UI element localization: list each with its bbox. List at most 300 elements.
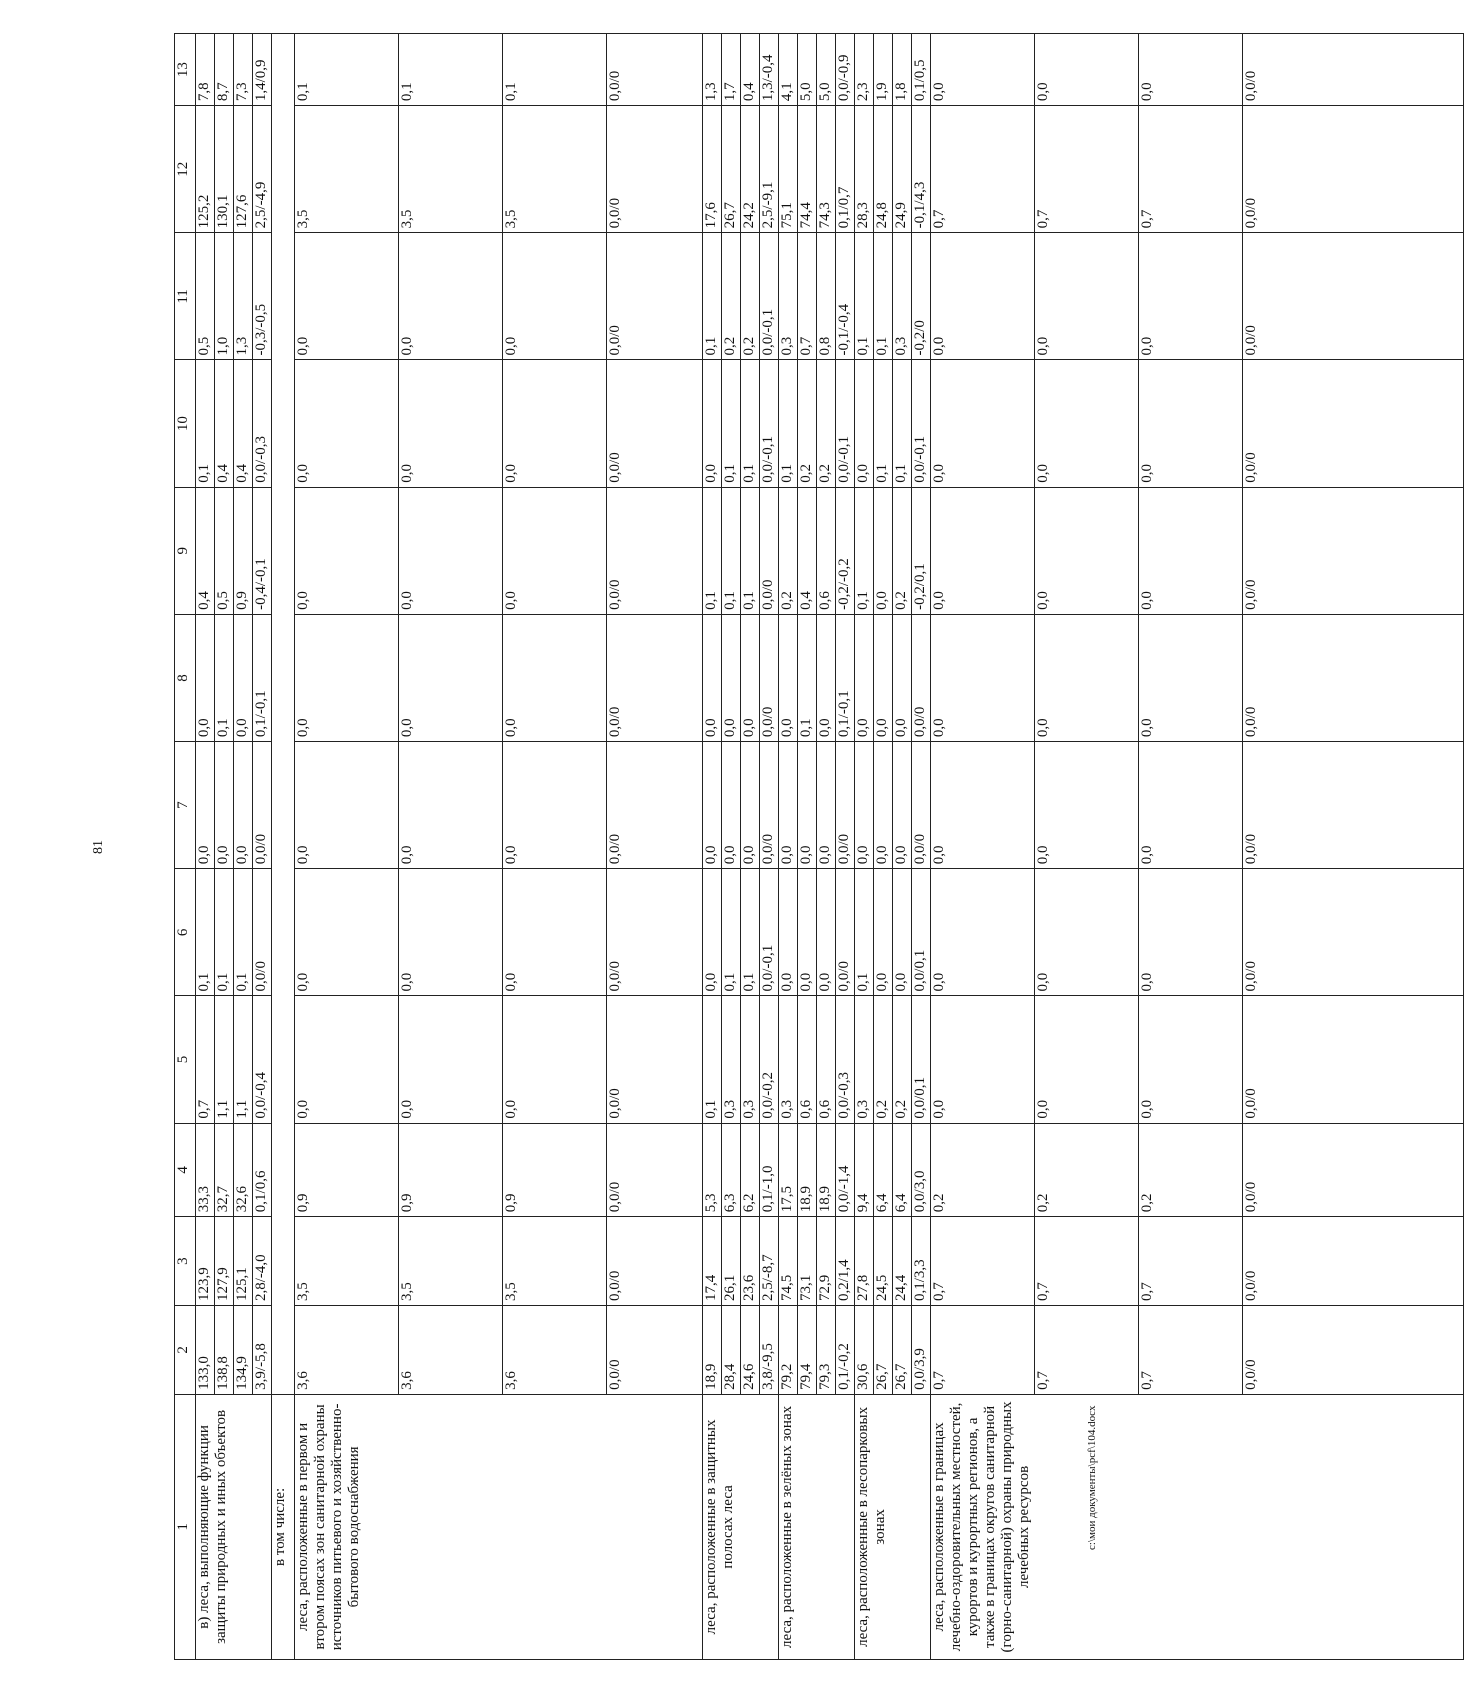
table-cell: 0,0/0	[836, 869, 855, 996]
table-cell: 0,0	[295, 233, 399, 360]
table-cell: 32,6	[234, 1123, 253, 1217]
table-cell: -0,3/-0,5	[253, 233, 272, 360]
table-cell: 3,6	[503, 1306, 607, 1395]
table-cell: 6,4	[874, 1123, 893, 1217]
table-cell: 0,0	[741, 614, 760, 741]
table-cell: 0,0/0	[253, 869, 272, 996]
table-cell: 6,3	[722, 1123, 741, 1217]
table-cell: 0,0/0	[1243, 996, 1464, 1123]
table-cell: 0,3	[779, 233, 798, 360]
table-cell: 79,4	[798, 1306, 817, 1395]
table-cell: 0,0	[1035, 869, 1139, 996]
table-cell: -0,2/0	[912, 233, 931, 360]
table-cell: 8,7	[215, 34, 234, 106]
table-cell: 18,9	[798, 1123, 817, 1217]
table-cell: 0,3	[779, 996, 798, 1123]
table-cell: 1,9	[874, 34, 893, 106]
table-cell: 0,3	[741, 996, 760, 1123]
table-cell: 3,5	[295, 106, 399, 233]
table-cell: 125,2	[196, 106, 215, 233]
table-cell: 1,3	[234, 233, 253, 360]
table-cell: 0,1/-0,2	[836, 1306, 855, 1395]
table-cell: 2,3	[855, 34, 874, 106]
table-cell: 0,0	[503, 614, 607, 741]
table-cell: 1,3/-0,4	[760, 34, 779, 106]
table-cell: 0,0	[931, 233, 1035, 360]
table-cell: 0,1	[722, 487, 741, 614]
table-cell: 0,0	[295, 614, 399, 741]
table-cell: 0,9	[399, 1123, 503, 1217]
row-group-label: леса, расположенные в зелёных зонах	[779, 1394, 855, 1659]
table-cell: 0,0/3,0	[912, 1123, 931, 1217]
table-cell: 0,0	[874, 742, 893, 869]
table-cell: 24,4	[893, 1217, 912, 1306]
table-cell: 0,6	[817, 996, 836, 1123]
table-cell: 0,0/-0,1	[760, 233, 779, 360]
table-cell: 0,2	[741, 233, 760, 360]
table-row	[703, 34, 722, 1660]
table-cell: 0,2	[779, 487, 798, 614]
table-cell: 0,0	[234, 614, 253, 741]
table-cell: 3,6	[295, 1306, 399, 1395]
table-cell: 0,0	[874, 869, 893, 996]
table-cell: 1,1	[215, 996, 234, 1123]
table-cell: 0,7	[1035, 1217, 1139, 1306]
table-cell: 0,0	[817, 614, 836, 741]
table-cell: 2,5/-8,7	[760, 1217, 779, 1306]
table-cell: 0,0	[503, 487, 607, 614]
table-cell: 0,1	[503, 34, 607, 106]
table-cell: 0,0	[1035, 487, 1139, 614]
table-cell: 0,0	[503, 360, 607, 487]
table-cell: 2,5/-9,1	[760, 106, 779, 233]
subheading-row	[272, 34, 295, 1660]
table-cell: 0,1/-0,1	[253, 614, 272, 741]
table-cell: 0,0	[893, 742, 912, 869]
table-cell: 27,8	[855, 1217, 874, 1306]
table-cell: 17,5	[779, 1123, 798, 1217]
table-cell: 0,0	[779, 869, 798, 996]
table-cell: 0,3	[893, 233, 912, 360]
table-cell: 0,4	[234, 360, 253, 487]
table-cell: 125,1	[234, 1217, 253, 1306]
table-cell: 0,7	[798, 233, 817, 360]
table-cell: 0,9	[295, 1123, 399, 1217]
table-row	[196, 34, 215, 1660]
table-cell: 0,0/-0,1	[836, 360, 855, 487]
table-cell: 0,0	[295, 996, 399, 1123]
table-cell: 0,0	[798, 742, 817, 869]
table-cell: 18,9	[703, 1306, 722, 1395]
table-cell: 26,7	[874, 1306, 893, 1395]
table-cell: 74,3	[817, 106, 836, 233]
table-cell: 4,1	[779, 34, 798, 106]
table-cell: 24,9	[893, 106, 912, 233]
table-cell: 0,1/0,7	[836, 106, 855, 233]
table-cell: 72,9	[817, 1217, 836, 1306]
table-cell: 0,1	[215, 869, 234, 996]
table-row	[295, 34, 399, 1660]
table-cell: 0,0/0	[607, 1123, 703, 1217]
table-cell: 0,7	[196, 996, 215, 1123]
table-cell: 0,0	[1139, 996, 1243, 1123]
table-cell: 0,1	[741, 869, 760, 996]
table-cell: 0,1	[893, 360, 912, 487]
table-cell: 0,1	[874, 360, 893, 487]
table-row	[855, 34, 874, 1660]
table-cell: 0,0	[703, 614, 722, 741]
table-cell: 0,0	[931, 869, 1035, 996]
col-header: 10	[175, 360, 196, 487]
table-cell: 28,3	[855, 106, 874, 233]
table-cell: 0,4	[196, 487, 215, 614]
table-cell: -0,4/-0,1	[253, 487, 272, 614]
table-cell: 0,0/0	[607, 996, 703, 1123]
table-cell: 0,7	[931, 1217, 1035, 1306]
table-cell: 0,0	[399, 996, 503, 1123]
table-cell: 0,0	[196, 742, 215, 869]
table-cell: 0,0	[399, 360, 503, 487]
table-cell: 0,1	[855, 869, 874, 996]
table-cell: 0,9	[503, 1123, 607, 1217]
table-cell: 0,0/0	[1243, 869, 1464, 996]
table-cell: -0,1/-0,4	[836, 233, 855, 360]
table-cell: 26,7	[722, 106, 741, 233]
col-header: 5	[175, 996, 196, 1123]
table-cell: 0,1	[196, 360, 215, 487]
table-cell: 0,0/0	[1243, 614, 1464, 741]
table-cell: 0,0	[817, 869, 836, 996]
table-cell: 0,6	[817, 487, 836, 614]
table-cell: 24,5	[874, 1217, 893, 1306]
table-cell: 24,2	[741, 106, 760, 233]
rotated-table-wrapper	[174, 0, 1374, 1660]
table-cell: 0,0/0	[1243, 233, 1464, 360]
table-cell: 0,0/-0,1	[912, 360, 931, 487]
table-cell: 0,0	[503, 996, 607, 1123]
table-cell: 0,8	[817, 233, 836, 360]
table-cell: 3,5	[399, 106, 503, 233]
table-cell: 0,0	[1139, 614, 1243, 741]
table-cell: 0,1	[234, 869, 253, 996]
table-cell: 0,0/-0,1	[760, 869, 779, 996]
table-cell: 3,5	[399, 1217, 503, 1306]
table-cell: 0,1	[703, 487, 722, 614]
table-cell: 0,0	[1139, 360, 1243, 487]
table-cell: 30,6	[855, 1306, 874, 1395]
table-cell: 3,5	[295, 1217, 399, 1306]
table-cell: 0,0	[399, 233, 503, 360]
table-cell: 0,0/0	[607, 34, 703, 106]
table-cell: 0,0	[234, 742, 253, 869]
table-cell: 0,1	[703, 996, 722, 1123]
table-cell: 0,2	[893, 487, 912, 614]
table-cell: 0,0	[1139, 742, 1243, 869]
table-cell: 74,5	[779, 1217, 798, 1306]
table-cell: 133,0	[196, 1306, 215, 1395]
table-cell: 75,1	[779, 106, 798, 233]
table-cell: 3,8/-9,5	[760, 1306, 779, 1395]
table-cell: 0,0	[1139, 34, 1243, 106]
table-cell: 6,4	[893, 1123, 912, 1217]
table-cell: 0,5	[215, 487, 234, 614]
table-cell: 127,9	[215, 1217, 234, 1306]
table-cell: 0,0/0	[607, 106, 703, 233]
col-header: 12	[175, 106, 196, 233]
row-group-label: леса, расположенные в защитных полосах леса	[703, 1394, 779, 1659]
table-cell: 0,1	[741, 487, 760, 614]
table-cell: 0,0	[893, 614, 912, 741]
table-cell: 127,6	[234, 106, 253, 233]
table-cell: 1,8	[893, 34, 912, 106]
table-cell: 0,1/-1,0	[760, 1123, 779, 1217]
table-cell: 6,2	[741, 1123, 760, 1217]
table-cell: 0,2	[1035, 1123, 1139, 1217]
table-cell: 7,8	[196, 34, 215, 106]
table-cell: 0,7	[1139, 106, 1243, 233]
table-cell: 23,6	[741, 1217, 760, 1306]
table-cell: 0,0/0	[836, 742, 855, 869]
table-row	[779, 34, 798, 1660]
table-cell: 0,0	[399, 614, 503, 741]
table-cell: 79,2	[779, 1306, 798, 1395]
table-cell: 5,0	[798, 34, 817, 106]
table-cell: 0,1/-0,1	[836, 614, 855, 741]
table-cell: 0,0/-0,2	[760, 996, 779, 1123]
table-cell: 18,9	[817, 1123, 836, 1217]
table-cell: 0,1	[779, 360, 798, 487]
table-cell: 0,0/0	[1243, 360, 1464, 487]
table-cell: 0,0/0	[253, 742, 272, 869]
table-cell: 0,1	[215, 614, 234, 741]
col-header: 3	[175, 1217, 196, 1306]
col-header: 6	[175, 869, 196, 996]
table-cell: 0,1	[722, 869, 741, 996]
table-cell: 24,6	[741, 1306, 760, 1395]
table-cell: 0,2	[798, 360, 817, 487]
table-cell: 0,0/3,9	[912, 1306, 931, 1395]
table-cell: 0,0	[874, 614, 893, 741]
table-cell: 0,0/-0,3	[836, 996, 855, 1123]
table-cell: 0,0	[503, 869, 607, 996]
table-cell: 0,3	[722, 996, 741, 1123]
table-cell: 0,0/0	[607, 1217, 703, 1306]
table-cell: 0,0	[855, 742, 874, 869]
table-cell: 3,9/-5,8	[253, 1306, 272, 1395]
table-cell: 0,0	[1035, 360, 1139, 487]
table-cell: 0,7	[1035, 1306, 1139, 1395]
table-cell: 0,0/0	[607, 487, 703, 614]
table-cell: 0,1	[874, 233, 893, 360]
table-cell: 0,0/-1,4	[836, 1123, 855, 1217]
col-header: 8	[175, 614, 196, 741]
table-cell: 0,1	[703, 233, 722, 360]
table-cell: 32,7	[215, 1123, 234, 1217]
table-cell: 134,9	[234, 1306, 253, 1395]
table-cell: 0,2	[893, 996, 912, 1123]
table-cell: 0,1	[722, 360, 741, 487]
table-cell: 3,6	[399, 1306, 503, 1395]
table-cell: 0,0/0	[760, 614, 779, 741]
table-cell: 3,5	[503, 1217, 607, 1306]
subheading-label: в том числе:	[272, 1394, 295, 1659]
table-cell: 26,7	[893, 1306, 912, 1395]
table-cell: -0,1/4,3	[912, 106, 931, 233]
table-cell: 0,0/0	[1243, 106, 1464, 233]
table-cell: 0,0	[703, 869, 722, 996]
table-cell: 0,0	[1035, 742, 1139, 869]
table-cell: 0,0/0	[912, 742, 931, 869]
table-cell: 0,0/-0,1	[760, 360, 779, 487]
table-cell: 0,0/0	[607, 233, 703, 360]
col-header: 4	[175, 1123, 196, 1217]
table-cell: 0,0/0	[1243, 1306, 1464, 1395]
table-cell: 138,8	[215, 1306, 234, 1395]
table-cell: 0,0	[1139, 233, 1243, 360]
table-cell: 0,0/-0,4	[253, 996, 272, 1123]
table-cell: 0,0	[741, 742, 760, 869]
table-cell: 0,6	[798, 996, 817, 1123]
table-cell: 0,0	[295, 869, 399, 996]
table-cell: 0,0	[874, 487, 893, 614]
table-cell: 0,0	[399, 869, 503, 996]
table-cell: 0,0	[1035, 34, 1139, 106]
col-header: 11	[175, 233, 196, 360]
table-cell: 0,0	[722, 614, 741, 741]
table-cell: 0,0	[703, 742, 722, 869]
table-cell: 0,0/0,1	[912, 869, 931, 996]
table-cell: 1,0	[215, 233, 234, 360]
table-cell: 0,2	[1139, 1123, 1243, 1217]
table-cell: 0,9	[234, 487, 253, 614]
table-cell: 0,7	[1139, 1306, 1243, 1395]
table-cell: 0,1	[855, 487, 874, 614]
table-cell: 0,0	[855, 614, 874, 741]
table-cell: 0,0	[931, 742, 1035, 869]
subheading-empty	[272, 34, 295, 1395]
table-cell: 24,8	[874, 106, 893, 233]
table-cell: 0,2	[722, 233, 741, 360]
table-cell: 1,7	[722, 34, 741, 106]
table-cell: 0,0/0	[607, 742, 703, 869]
page-number: 81	[91, 840, 106, 854]
table-cell: 0,4	[798, 487, 817, 614]
table-cell: 0,0	[855, 360, 874, 487]
table-cell: 0,2/1,4	[836, 1217, 855, 1306]
table-cell: 123,9	[196, 1217, 215, 1306]
table-cell: 0,0/0	[607, 614, 703, 741]
col-header: 9	[175, 487, 196, 614]
table-cell: 0,2	[874, 996, 893, 1123]
table-cell: 0,0	[295, 487, 399, 614]
table-cell: 5,3	[703, 1123, 722, 1217]
table-cell: 0,1/0,6	[253, 1123, 272, 1217]
table-cell: 0,4	[215, 360, 234, 487]
table-cell: 0,0/0	[607, 360, 703, 487]
table-cell: 26,1	[722, 1217, 741, 1306]
table-cell: 0,3	[855, 996, 874, 1123]
table-cell: 0,0	[1139, 869, 1243, 996]
table-cell: 0,0	[1035, 233, 1139, 360]
table-cell: 0,1/0,5	[912, 34, 931, 106]
table-cell: 1,1	[234, 996, 253, 1123]
table-cell: 79,3	[817, 1306, 836, 1395]
table-cell: 130,1	[215, 106, 234, 233]
table-cell: -0,2/-0,2	[836, 487, 855, 614]
table-cell: 0,0	[931, 360, 1035, 487]
table-cell: 1,4/0,9	[253, 34, 272, 106]
table-cell: 0,0/0	[1243, 34, 1464, 106]
table-cell: 2,8/-4,0	[253, 1217, 272, 1306]
table-cell: 0,0	[817, 742, 836, 869]
table-cell: 0,5	[196, 233, 215, 360]
table-cell: 0,0	[196, 614, 215, 741]
row-group-label: в) леса, выполняющие функции защиты природных и иных объектов	[196, 1394, 272, 1659]
table-cell: 0,0	[893, 869, 912, 996]
table-cell: 0,0	[215, 742, 234, 869]
table-cell: 0,2	[817, 360, 836, 487]
column-number-row	[175, 34, 196, 1660]
table-cell: 0,0/0	[1243, 742, 1464, 869]
table-cell: 0,0/0	[607, 869, 703, 996]
table-cell: 0,4	[741, 34, 760, 106]
table-cell: 0,0	[931, 487, 1035, 614]
table-cell: 0,7	[1139, 1217, 1243, 1306]
table-cell: 0,0	[703, 360, 722, 487]
table-cell: 0,0	[503, 233, 607, 360]
table-cell: 0,0	[503, 742, 607, 869]
table-cell: 73,1	[798, 1217, 817, 1306]
table-cell: 0,1/3,3	[912, 1217, 931, 1306]
table-cell: 2,5/-4,9	[253, 106, 272, 233]
row-group-label: леса, расположенные в границах лечебно-оздоровительных местностей, курортов и курортных регионов, а также в границах округов санитарной (горно-санитарной) охраны природных лечебных ресурсов	[931, 1394, 1464, 1659]
table-cell: 0,2	[931, 1123, 1035, 1217]
table-cell: 0,0/0	[760, 487, 779, 614]
table-cell: 0,1	[196, 869, 215, 996]
table-cell: 0,7	[931, 1306, 1035, 1395]
table-cell: 0,0	[931, 996, 1035, 1123]
col-header: 2	[175, 1306, 196, 1395]
table-cell: 0,0	[779, 614, 798, 741]
table-cell: 0,0/0	[607, 1306, 703, 1395]
table-cell: 5,0	[817, 34, 836, 106]
table-cell: 3,5	[503, 106, 607, 233]
table-cell: 0,1	[855, 233, 874, 360]
table-cell: 28,4	[722, 1306, 741, 1395]
table-row	[931, 34, 1035, 1660]
table-cell: 7,3	[234, 34, 253, 106]
table-cell: 0,0/0	[912, 614, 931, 741]
table-cell: 1,3	[703, 34, 722, 106]
table-cell: 0,0/0	[1243, 487, 1464, 614]
row-group-label: леса, расположенные в лесопарковых зонах	[855, 1394, 931, 1659]
table-cell: 0,0	[399, 742, 503, 869]
table-cell: 17,4	[703, 1217, 722, 1306]
table-cell: 0,0	[722, 742, 741, 869]
table-cell: 0,0/0,1	[912, 996, 931, 1123]
table-cell: 74,4	[798, 106, 817, 233]
table-cell: 0,1	[741, 360, 760, 487]
table-cell: 9,4	[855, 1123, 874, 1217]
table-cell: 0,1	[798, 614, 817, 741]
table-cell: 0,0/0	[1243, 1123, 1464, 1217]
table-cell: -0,2/0,1	[912, 487, 931, 614]
table-cell: 0,0/-0,3	[253, 360, 272, 487]
row-group-label: леса, расположенные в первом и втором поясах зон санитарной охраны источников питьевого и хозяйственно-бытового водоснабжения	[295, 1394, 703, 1659]
col-header: 1	[175, 1394, 196, 1659]
table-cell: 0,7	[1035, 106, 1139, 233]
table-cell: 0,0	[295, 742, 399, 869]
